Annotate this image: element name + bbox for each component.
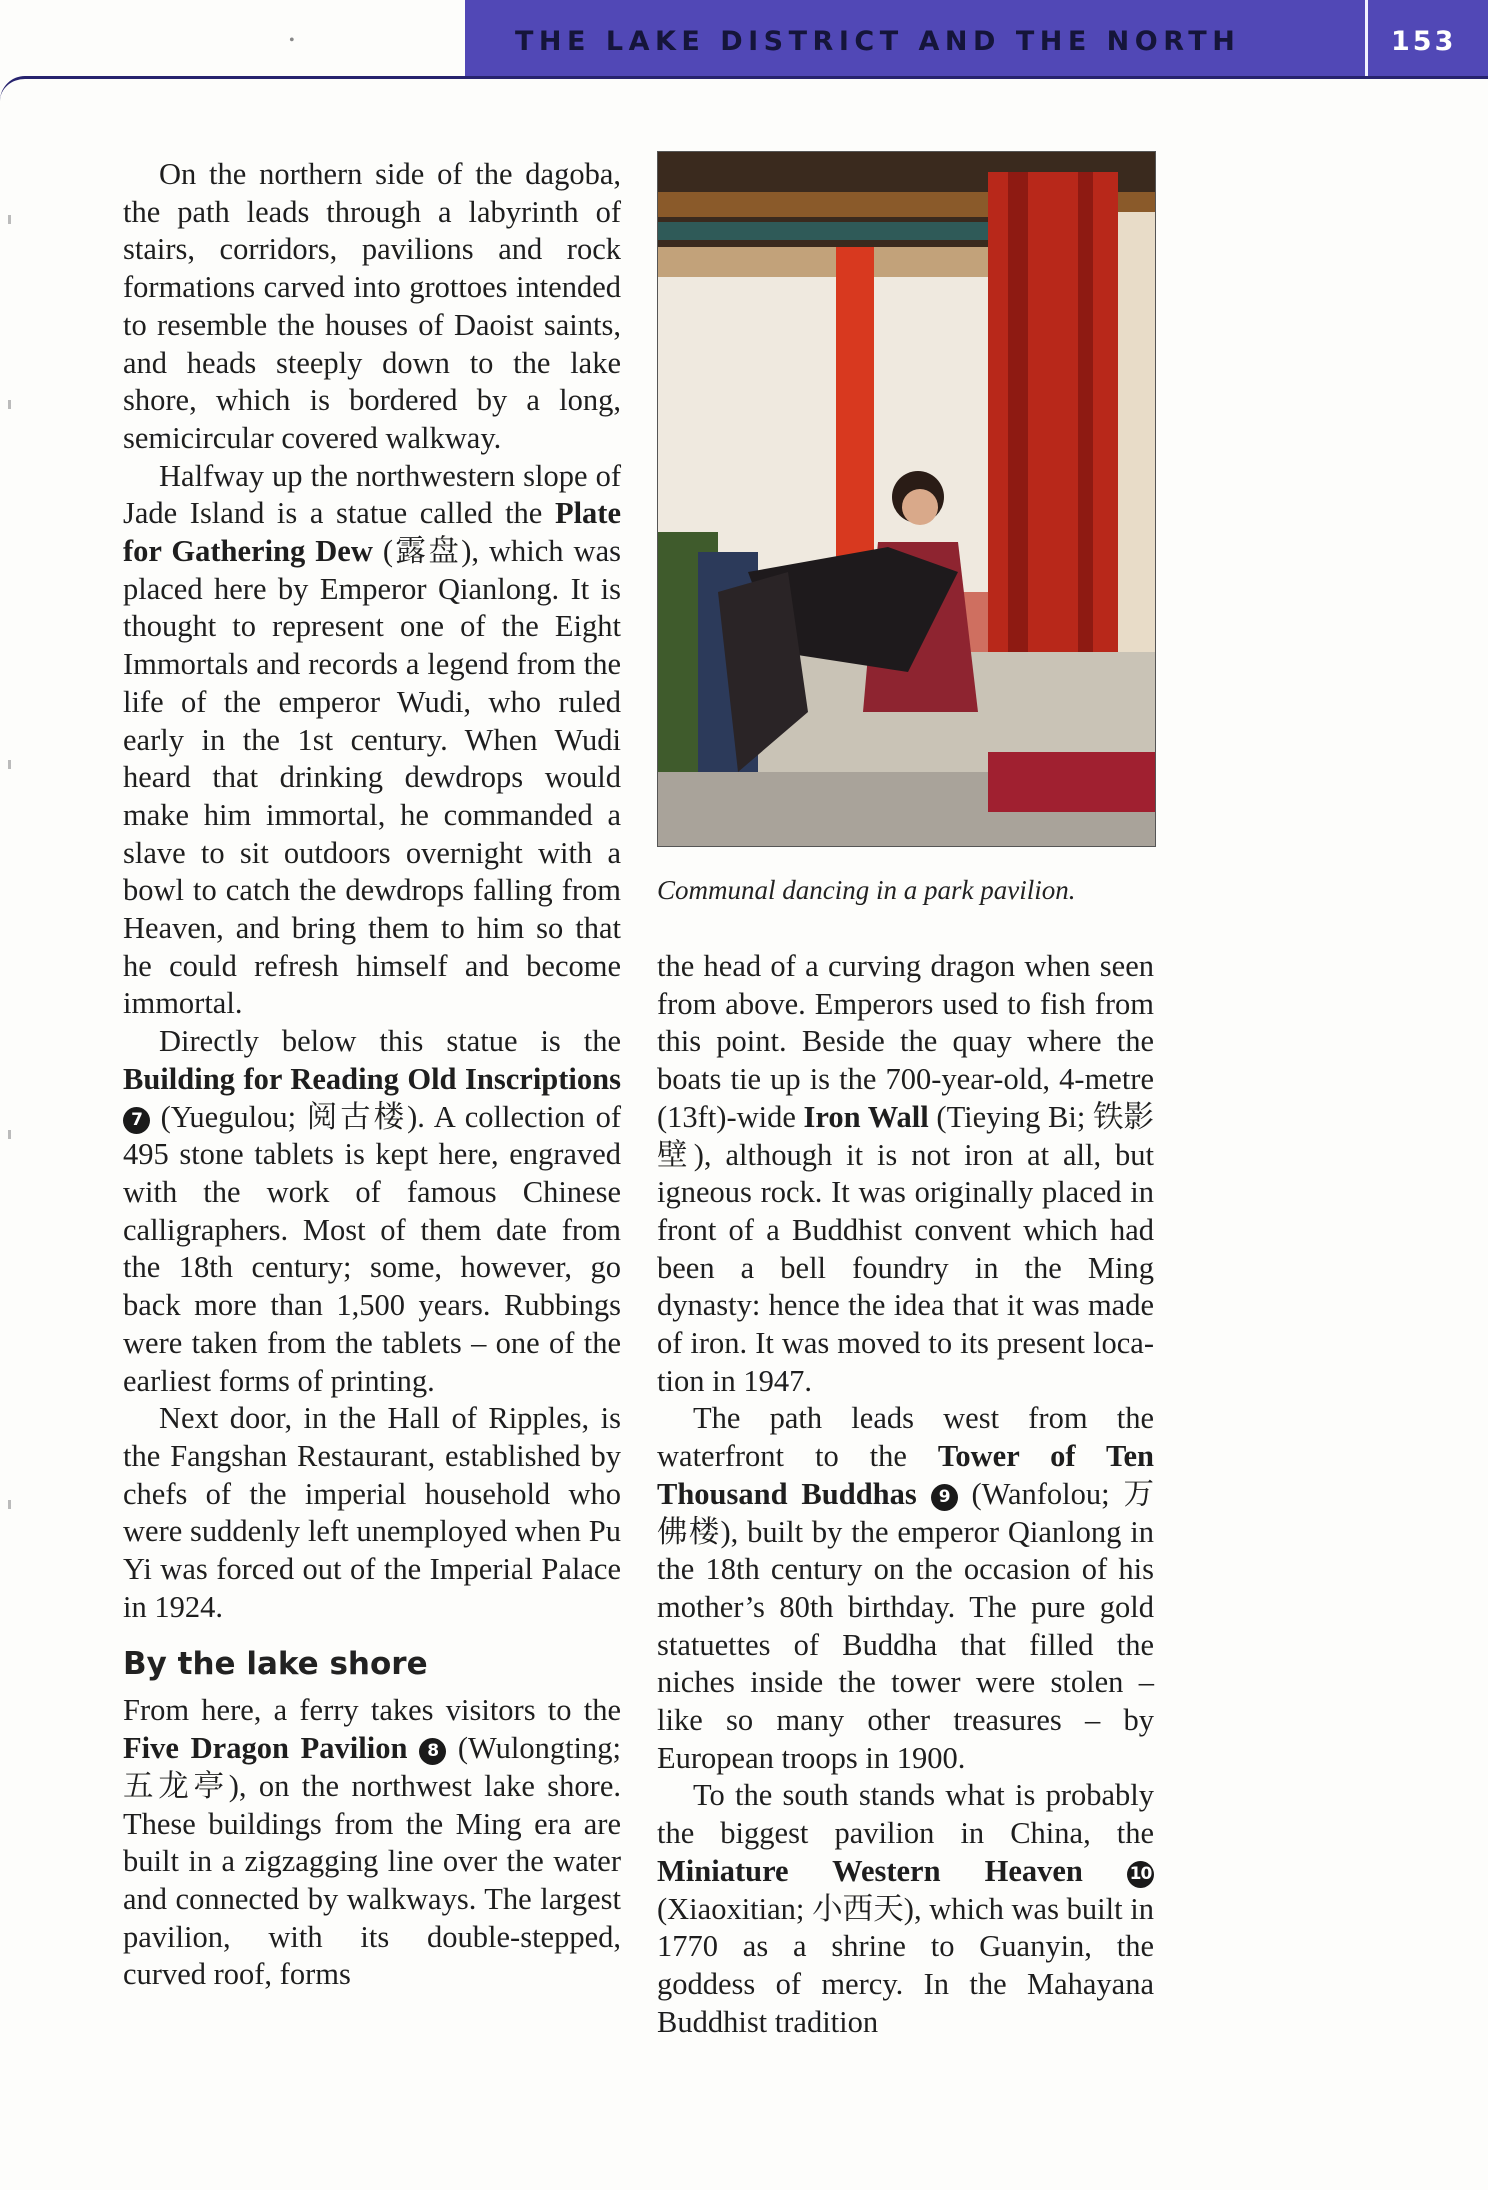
header-rule-curve xyxy=(0,76,60,101)
photo-illustration xyxy=(658,152,1155,846)
sight-name: Miniature Western Heaven xyxy=(657,1853,1083,1888)
margin-mark xyxy=(8,1130,11,1139)
map-marker-number: 9 xyxy=(931,1484,958,1511)
header-rule xyxy=(40,76,1488,79)
running-header-band xyxy=(465,0,1488,77)
body-paragraph xyxy=(123,1692,621,1994)
text-run xyxy=(407,1731,419,1765)
body-paragraph xyxy=(123,1400,621,1626)
sight-name: Iron Wall xyxy=(803,1099,929,1134)
sight-name: Five Dragon Pavilion xyxy=(123,1731,408,1766)
sight-name: Plate for Gathering Dew xyxy=(123,496,621,569)
text-run: (Xiaoxitian; 小西天), which was built in 1770 as a shrine to Guanyin, the goddess of mercy. In the Mahayana Buddhist tradition xyxy=(657,1891,1154,2039)
margin-mark xyxy=(8,1500,11,1509)
text-run: (Tieying Bi; 铁影壁), although it is not iron at all, but igneous rock. It was originally placed in front of a Buddhist convent which had been a bell foundry in the Ming dynasty: hence the idea that it was made of iron. It was moved to its present location in 1947. xyxy=(657,1099,1154,1398)
text-run: On the northern side of the dagoba, the path leads through a labyrinth of stairs, corridors, pavilions and rock formations carved into grottoes intended to resemble the houses of Daoist saints, and heads steeply down to the lake shore, which is bordered by a long, semicircular covered walkway. xyxy=(123,157,621,455)
map-marker-number: 10 xyxy=(1127,1861,1154,1888)
page-number: 153 xyxy=(1391,26,1457,57)
margin-mark xyxy=(8,215,11,224)
photo-communal-dancing xyxy=(657,151,1156,847)
text-run: Directly below this statue is the xyxy=(159,1024,621,1059)
body-paragraph xyxy=(123,458,621,1024)
body-paragraph xyxy=(657,1400,1154,1777)
text-run: Halfway up the northwestern slope of Jade Island is a statue called the xyxy=(123,458,621,531)
text-run: Next door, in the Hall of Ripples, is the Fangshan Restaurant, established by chefs of the imperial household who were suddenly left unemployed when Pu Yi was forced out of the Imperial Palace in 1924. xyxy=(123,1401,621,1624)
body-paragraph xyxy=(657,1777,1154,2041)
margin-mark xyxy=(8,760,11,769)
text-run xyxy=(917,1477,931,1511)
text-run: (Wanfolou; 万佛楼), built by the emperor Qianlong in the 18th century on the occasion of his mother’s 80th birthday. The pure gold statuettes of Buddha that filled the niches inside the tower were stolen – like so many other treasures – by European troops in 1900. xyxy=(657,1476,1154,1775)
body-paragraph xyxy=(123,1023,621,1400)
photo-caption: Communal dancing in a park pavilion. xyxy=(657,875,1076,905)
text-run: (Yuegulou; 阅古楼). A collection of 495 stone tablets is kept here, engraved with the work of famous Chinese calligraphers. Most of them date from the 18th century; some, however, go back more than 1,500 years. Rubbings were taken from the tablets – one of the earliest forms of printing. xyxy=(123,1099,621,1398)
sight-name: Building for Reading Old Inscriptions xyxy=(123,1061,621,1096)
left-paragraphs xyxy=(123,156,621,1626)
running-title: THE LAKE DISTRICT AND THE NORTH xyxy=(515,26,1241,57)
text-run xyxy=(1083,1854,1127,1888)
header-divider xyxy=(1365,0,1368,77)
map-marker-number: 7 xyxy=(123,1107,150,1134)
margin-mark xyxy=(8,400,11,409)
text-run: (露盘), which was placed here by Emperor Qianlong. It is thought to represent one of the Eight Immortals and records a legend from the life of the emperor Wudi, who ruled early in the 1st century. When Wudi heard that drinking dewdrops would make him immortal, he commanded a slave to sit outdoors overnight with a bowl to catch the dewdrops falling from Heaven, and bring them to him so that he could refresh himself and become immortal. xyxy=(123,534,621,1021)
body-paragraph xyxy=(123,156,621,458)
right-text-column xyxy=(657,948,1154,2041)
text-run: the head of a curving dragon when seen from above. Emperors used to fish from this point. Beside the quay where the boats tie up is the 700-year-old, 4-metre (13ft)-wide xyxy=(657,949,1154,1134)
section-heading: By the lake shore xyxy=(123,1646,428,1683)
sight-name: Tower of Ten Thousand Buddhas xyxy=(657,1439,1154,1511)
text-run: (Wulongting; 五龙亭), on the northwest lake shore. These buildings from the Ming era are built in a zigzagging line over the water and connected by walkways. The largest pavilion, with its double-stepped, curved roof, forms xyxy=(123,1731,621,1992)
text-run: To the south stands what is probably the biggest pavilion in China, the xyxy=(657,1778,1154,1851)
left-text-column xyxy=(123,156,621,1994)
text-run: From here, a ferry takes visitors to the xyxy=(123,1693,621,1728)
map-marker-number: 8 xyxy=(419,1738,446,1765)
text-run: The path leads west from the waterfront to the xyxy=(657,1401,1154,1474)
body-paragraph xyxy=(657,948,1154,1400)
left-paragraphs-after-heading xyxy=(123,1692,621,1994)
ornament-mark: • xyxy=(289,32,295,49)
right-paragraphs xyxy=(657,948,1154,2041)
